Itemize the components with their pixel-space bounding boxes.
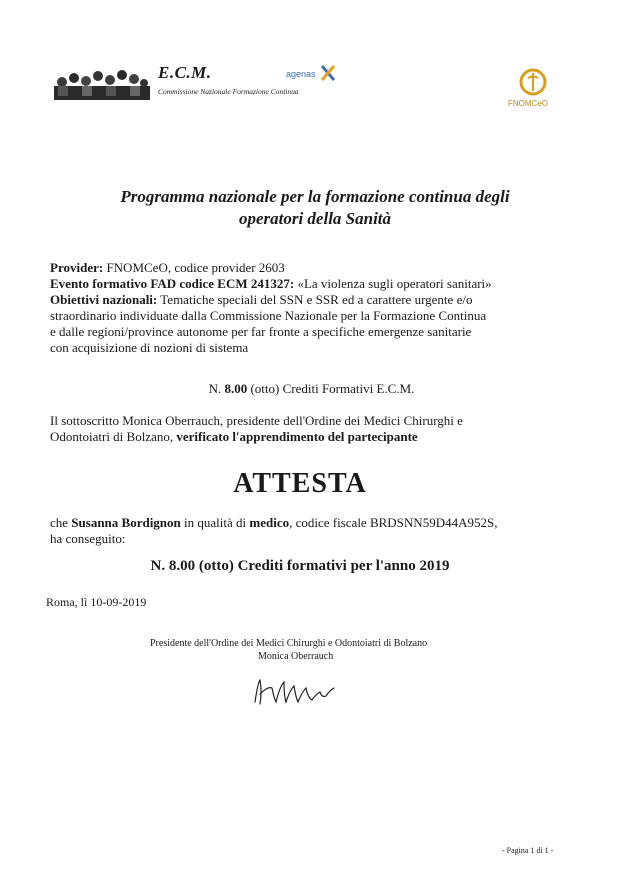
crediti-number: 8.00	[224, 381, 248, 396]
obiettivi-label: Obiettivi nazionali:	[50, 292, 158, 307]
place-date: Roma, lì 10-09-2019	[46, 595, 147, 609]
obiettivi-text1: Tematiche speciali del SSN e SSR ed a carattere urgente e/o	[160, 292, 473, 307]
obiettivi-line2: straordinario individuate dalla Commissione Nazionale per la Formazione Continua	[50, 308, 487, 323]
crediti-line	[0, 381, 623, 397]
participant-codice: , codice fiscale BRDSNN59D44A952S,	[289, 515, 498, 530]
crediti-suffix: (otto) Crediti Formativi E.C.M.	[250, 381, 415, 396]
page-number: - Pagina 1 di 1 -	[502, 846, 554, 855]
fnomceo-logo-icon	[518, 67, 548, 97]
ecm-subtitle: Commissione Nazionale Formazione Continua	[158, 87, 299, 96]
ecm-title: E.C.M.	[158, 63, 212, 82]
sottoscritto-line1: Il sottoscritto Monica Oberrauch, presidente dell'Ordine dei Medici Chirurghi e	[50, 413, 463, 428]
evento-label: Evento formativo FAD codice ECM 241327:	[50, 276, 295, 291]
obiettivi-line1	[50, 292, 472, 308]
obiettivi-line3: e dalle regioni/province autonome per far fronte a specifiche emergenze sanitarie	[50, 324, 472, 339]
sottoscritto-bold: verificato l'apprendimento del partecipante	[176, 429, 418, 444]
provider-line	[50, 260, 285, 276]
crediti-annuali: N. 8.00 (otto) Crediti formativi per l'anno 2019	[150, 558, 450, 574]
evento-value: «La violenza sugli operatori sanitari»	[297, 276, 492, 291]
agenas-label: agenas	[286, 69, 316, 79]
sottoscritto-plain: Odontoiatri di Bolzano,	[50, 429, 174, 444]
participant-line1	[50, 515, 497, 531]
evento-line	[50, 276, 492, 292]
attesta-heading: ATTESTA	[233, 468, 367, 499]
fnomceo-label: FNOMCeO	[508, 99, 548, 108]
signatory-name: Monica Oberrauch	[258, 651, 334, 662]
handwritten-signature	[250, 672, 340, 712]
provider-value: FNOMCeO, codice provider 2603	[106, 260, 285, 275]
participant-che: che	[50, 515, 69, 530]
sottoscritto-line2	[50, 429, 418, 445]
participant-conseguito: ha conseguito:	[50, 531, 126, 546]
ecm-photo-logo	[54, 66, 150, 100]
participant-role: medico	[249, 515, 290, 530]
participant-name: Susanna Bordignon	[71, 515, 181, 530]
document-title-line2: operatori della Sanità	[238, 209, 392, 228]
crediti-prefix: N.	[208, 381, 222, 396]
provider-label: Provider:	[50, 260, 104, 275]
document-title-line1: Programma nazionale per la formazione continua degli	[120, 187, 510, 206]
signatory-role: Presidente dell'Ordine dei Medici Chirurghi e Odontoiatri di Bolzano	[150, 638, 428, 649]
participant-qualita: in qualità di	[184, 515, 247, 530]
agenas-logo	[286, 64, 346, 86]
obiettivi-line4: con acquisizione di nozioni di sistema	[50, 340, 249, 355]
